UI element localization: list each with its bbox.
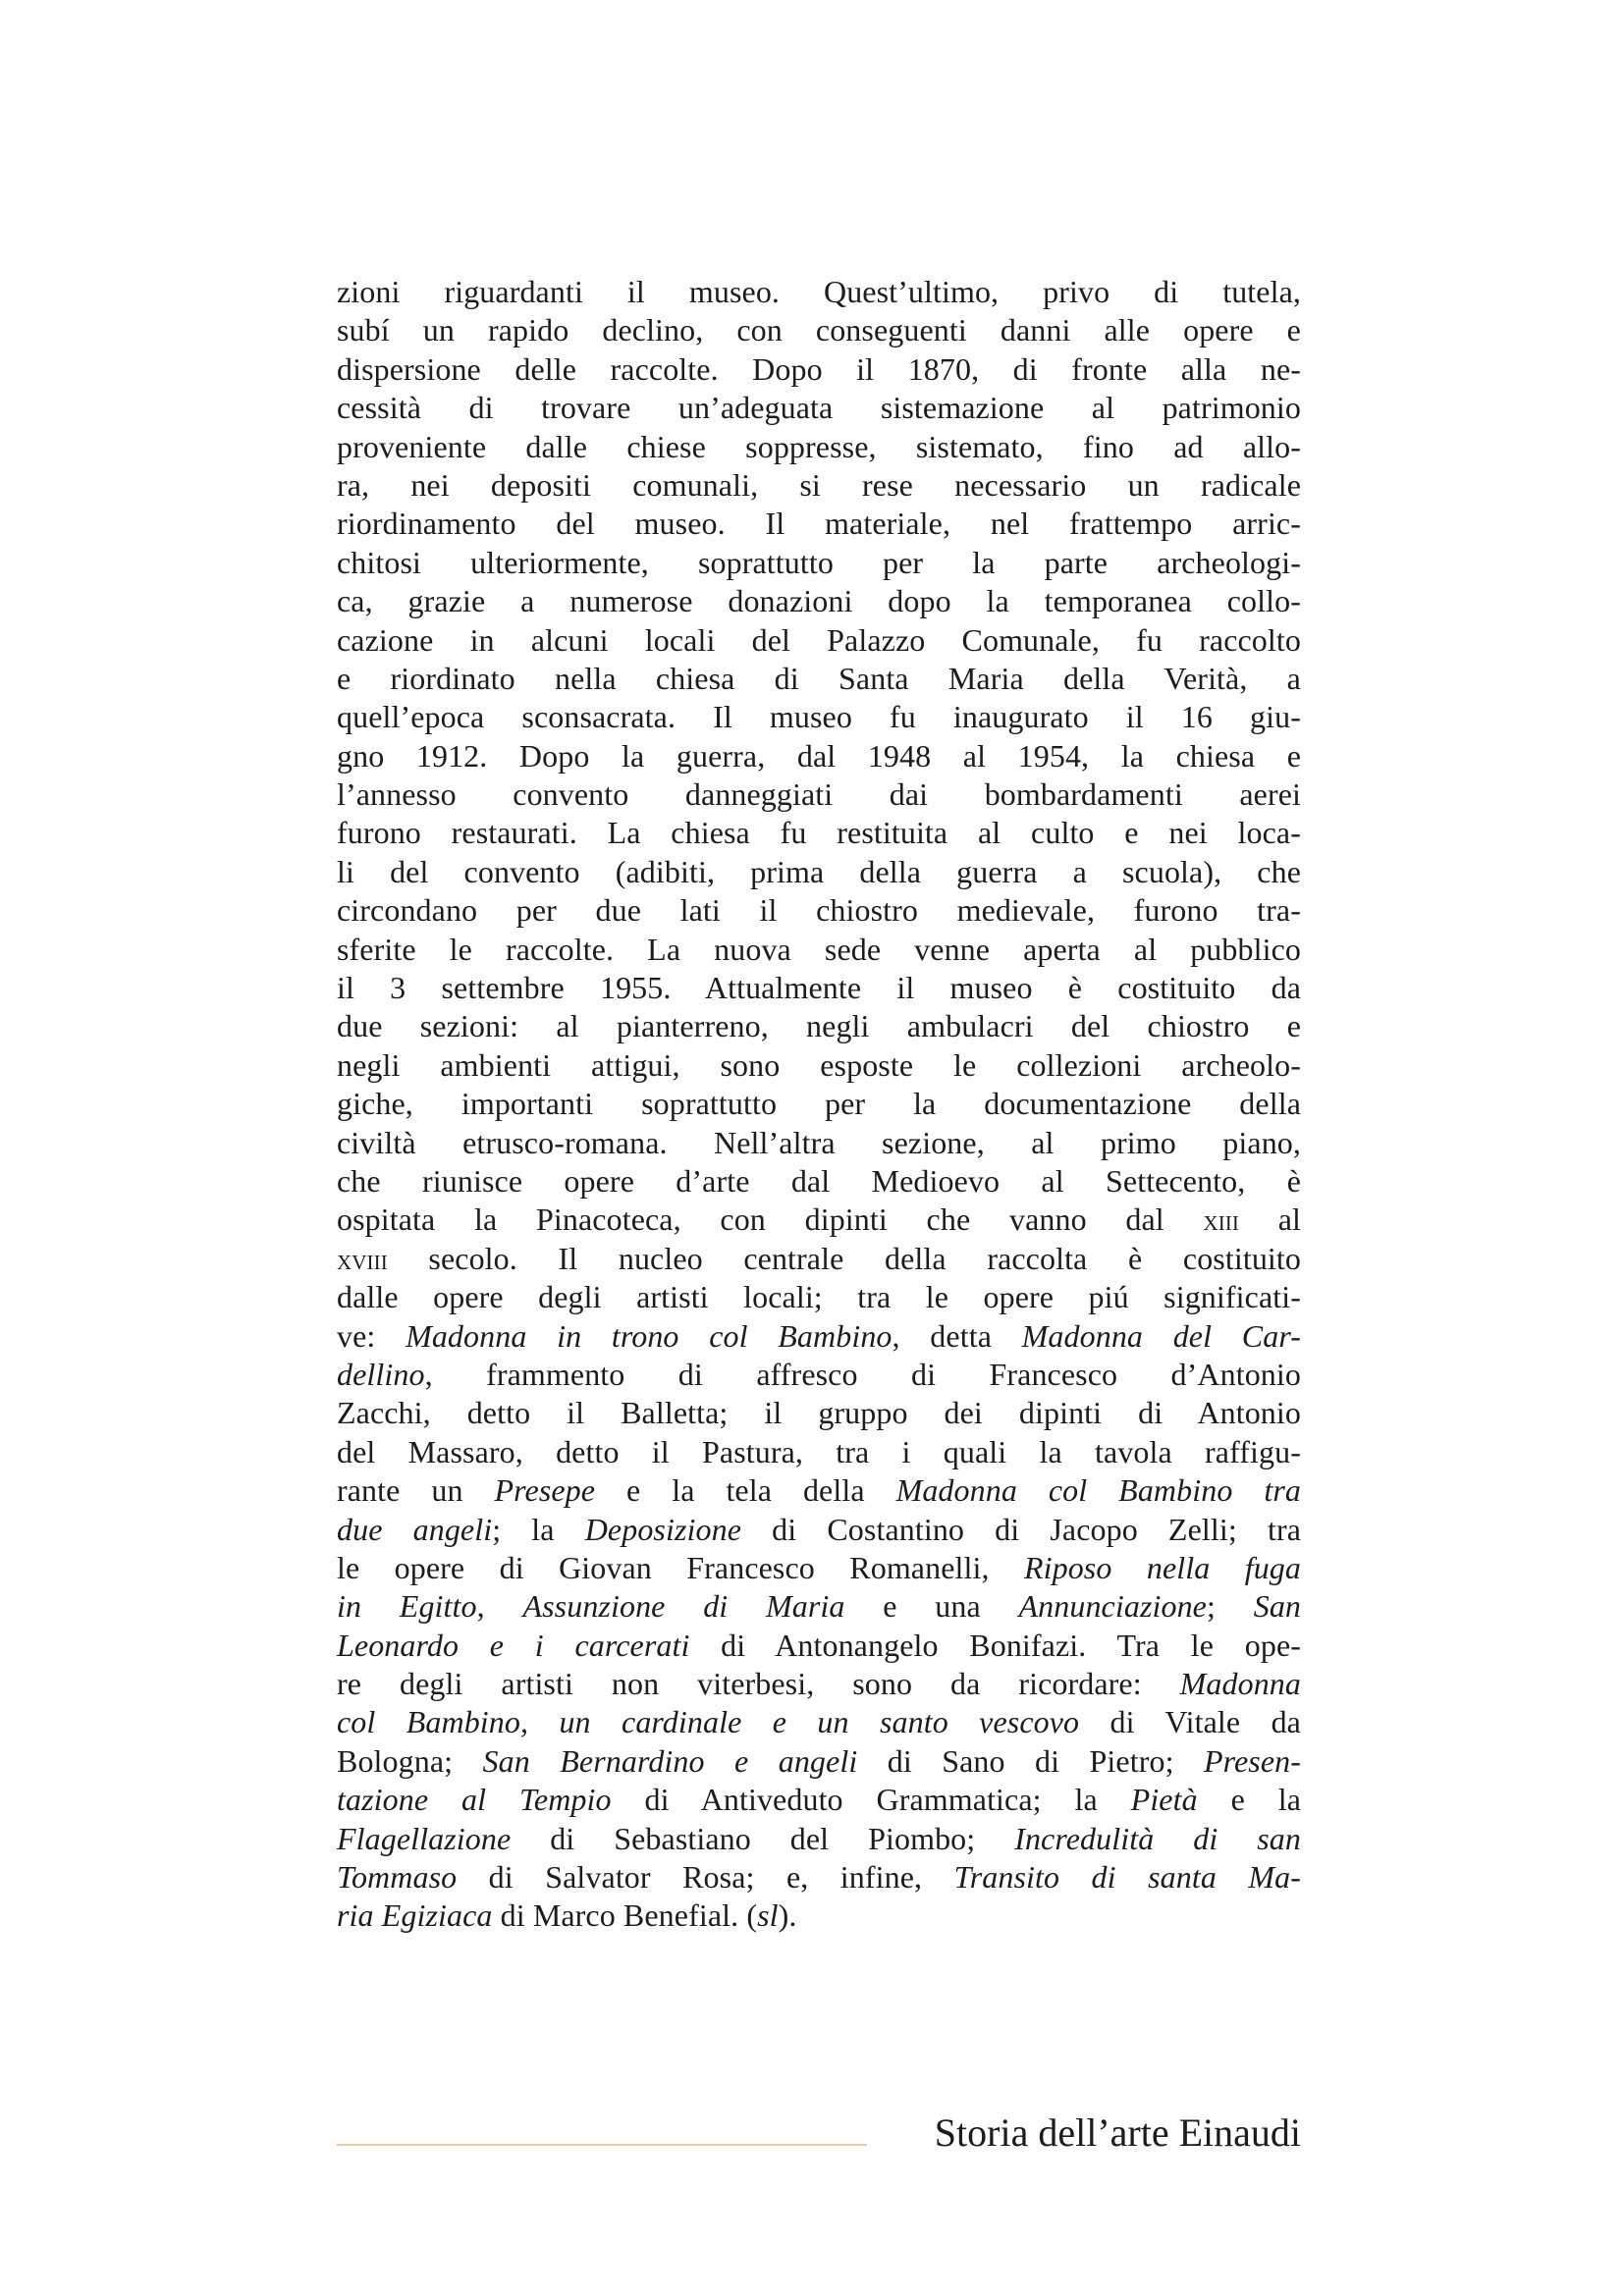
italic-title: tazione al Tempio [337,1782,612,1818]
text-run: giche, importanti soprattutto per la documentazione della [337,1086,1301,1122]
page-footer [337,2109,1301,2158]
text-run: ra, nei depositi comunali, si rese necessario un radicale [337,466,1301,503]
italic-title: Presen- [1203,1742,1302,1779]
text-line [337,814,1301,852]
text-run: e riordinato nella chiesa di Santa Maria della Verità, a [337,660,1301,696]
text-line [337,1201,1301,1239]
text-run: cazione in alcuni locali del Palazzo Comunale, fu raccolto [337,621,1301,658]
text-line [337,737,1301,775]
text-run: di Antonangelo Bonifazi. Tra le ope- [689,1627,1302,1663]
text-run: re degli artisti non viterbesi, sono da ricordare: [337,1666,1180,1702]
text-line [337,1471,1301,1510]
italic-title: Assunzione di Maria [522,1588,845,1625]
italic-title: Presepe [494,1472,596,1509]
italic-title: Deposizione [584,1511,742,1547]
text-run: di Antiveduto Grammatica; la [611,1782,1131,1818]
text-run: il 3 settembre 1955. Attualmente il museo è costituito da [337,970,1301,1006]
text-line [337,1549,1301,1587]
italic-title: Riposo nella fuga [1023,1549,1301,1585]
text-run: le opere di Giovan Francesco Romanelli, [337,1549,1024,1585]
roman-numeral: xiii [1203,1205,1239,1238]
text-run: zioni riguardanti il museo. Quest’ultimo, privo di tutela, [337,274,1301,309]
text-run: subí un rapido declino, con conseguenti danni alle opere e [337,312,1301,348]
text-line [337,891,1301,930]
italic-title: Madonna del Car- [1021,1317,1301,1354]
italic-title: Madonna in trono col Bambino [406,1317,893,1354]
text-run: del Massaro, detto il Pastura, tra i quali la tavola raffigu- [337,1433,1301,1469]
text-line [337,1124,1301,1162]
text-line [337,660,1301,698]
text-line [337,775,1301,814]
italic-title: San Bernardino e angeli [482,1742,858,1779]
text-run: al [1239,1201,1301,1238]
text-line [337,1703,1301,1741]
italic-title: dellino [337,1356,425,1392]
text-run: sferite le raccolte. La nuova sede venne aperta al pubblico [337,931,1301,967]
text-run: gno 1912. Dopo la guerra, dal 1948 al 1954, la chiesa e [337,737,1301,774]
text-line [337,1394,1301,1432]
text-line [337,1627,1301,1665]
italic-title: Flagellazione [337,1820,512,1856]
text-run: quell’epoca sconsacrata. Il museo fu inaugurato il 16 giu- [337,699,1301,735]
text-line [337,931,1301,969]
text-run: proveniente dalle chiese soppresse, sistemato, fino ad allo- [337,428,1301,464]
text-line [337,389,1301,427]
italic-title: Madonna col Bambino tra [895,1472,1301,1509]
text-run: Zacchi, detto il Balletta; il gruppo dei dipinti di Antonio [337,1395,1301,1431]
footer-title: Storia dell’arte Einaudi [934,2110,1301,2155]
italic-title: Pietà [1130,1782,1198,1818]
text-run: ve: [337,1317,406,1354]
text-line [337,1433,1301,1471]
text-line [337,1240,1301,1278]
text-run: li del convento (adibiti, prima della guerra a scuola), che [337,853,1301,889]
text-run: ospitata la Pinacoteca, con dipinti che vanno dal [337,1201,1204,1238]
text-line [337,1356,1301,1394]
text-run: ). [778,1897,797,1934]
text-line [337,1085,1301,1123]
text-run: dalle opere degli artisti locali; tra le opere piú significati- [337,1279,1301,1315]
text-run: di Vitale da [1079,1704,1301,1740]
text-run: e una [844,1588,1019,1625]
italic-title: San [1253,1588,1302,1625]
text-line [337,1896,1301,1935]
text-run: e la tela della [595,1472,896,1509]
italic-title: Annunciazione [1018,1588,1207,1625]
text-line [337,505,1301,543]
text-line [337,698,1301,736]
text-line [337,544,1301,582]
text-run: che riunisce opere d’arte dal Medioevo al Settecento, è [337,1162,1301,1199]
text-run: civiltà etrusco-romana. Nell’altra sezione, al primo piano, [337,1124,1301,1160]
text-line [337,1511,1301,1549]
text-line [337,969,1301,1007]
footer-rule [337,2144,867,2146]
text-line [337,428,1301,466]
text-run: circondano per due lati il chiostro medievale, furono tra- [337,892,1301,929]
text-line [337,1858,1301,1896]
italic-title: sl [757,1897,779,1934]
text-run: di Sebastiano del Piombo; [511,1820,1015,1856]
italic-title: Madonna [1179,1666,1301,1702]
text-run: l’annesso convento danneggiati dai bombardamenti aerei [337,776,1301,813]
italic-title: due angeli [337,1511,493,1547]
text-run: di Marco Benefial. ( [492,1897,758,1934]
text-run: di Salvator Rosa; e, infine, [457,1859,954,1896]
text-run: ; [1207,1588,1254,1625]
text-run: furono restaurati. La chiesa fu restituita al culto e nei loca- [337,815,1301,851]
text-line [337,1742,1301,1781]
page-body [337,273,1301,1936]
text-line [337,853,1301,891]
text-line [337,1162,1301,1201]
italic-title: Tommaso [337,1859,458,1896]
text-run: , detta [892,1317,1022,1354]
text-run: due sezioni: al pianterreno, negli ambulacri del chiostro e [337,1008,1301,1044]
text-run: rante un [337,1472,495,1509]
text-line [337,350,1301,389]
italic-title: ria Egiziaca [337,1897,493,1934]
text-line [337,1820,1301,1858]
text-line [337,1665,1301,1703]
italic-title: Incredulità di san [1014,1820,1301,1856]
text-run: , frammento di affresco di Francesco d’Antonio [424,1356,1301,1392]
text-line [337,466,1301,505]
text-run: chitosi ulteriormente, soprattutto per la parte archeologi- [337,544,1301,580]
text-line [337,1587,1301,1626]
text-run: , [476,1588,523,1625]
text-run: riordinamento del museo. Il materiale, nel frattempo arric- [337,506,1301,542]
text-line [337,582,1301,620]
italic-title: in Egitto [337,1588,477,1625]
text-run: ca, grazie a numerose donazioni dopo la temporanea collo- [337,583,1301,619]
text-run: di Costantino di Jacopo Zelli; tra [741,1511,1301,1547]
text-line [337,621,1301,660]
text-run: secolo. Il nucleo centrale della raccolta è costituito [387,1240,1301,1276]
text-run: ; la [492,1511,585,1547]
text-run: di Sano di Pietro; [857,1742,1204,1779]
text-line [337,1007,1301,1045]
italic-title: Transito di santa Ma- [953,1859,1302,1896]
text-run: e la [1197,1782,1302,1818]
italic-title: col Bambino, un cardinale e un santo vescovo [337,1704,1080,1740]
text-line [337,273,1301,311]
text-line [337,311,1301,349]
roman-numeral: xviii [337,1244,388,1276]
italic-title: Leonardo e i carcerati [337,1627,690,1663]
text-line [337,1317,1301,1356]
text-line [337,1781,1301,1819]
text-run: dispersione delle raccolte. Dopo il 1870, di fronte alla ne- [337,350,1301,387]
text-run: Bologna; [337,1742,483,1779]
text-run: negli ambienti attigui, sono esposte le collezioni archeolo- [337,1046,1301,1083]
text-line [337,1046,1301,1085]
text-run: cessità di trovare un’adeguata sistemazione al patrimonio [337,390,1301,426]
text-line [337,1278,1301,1316]
